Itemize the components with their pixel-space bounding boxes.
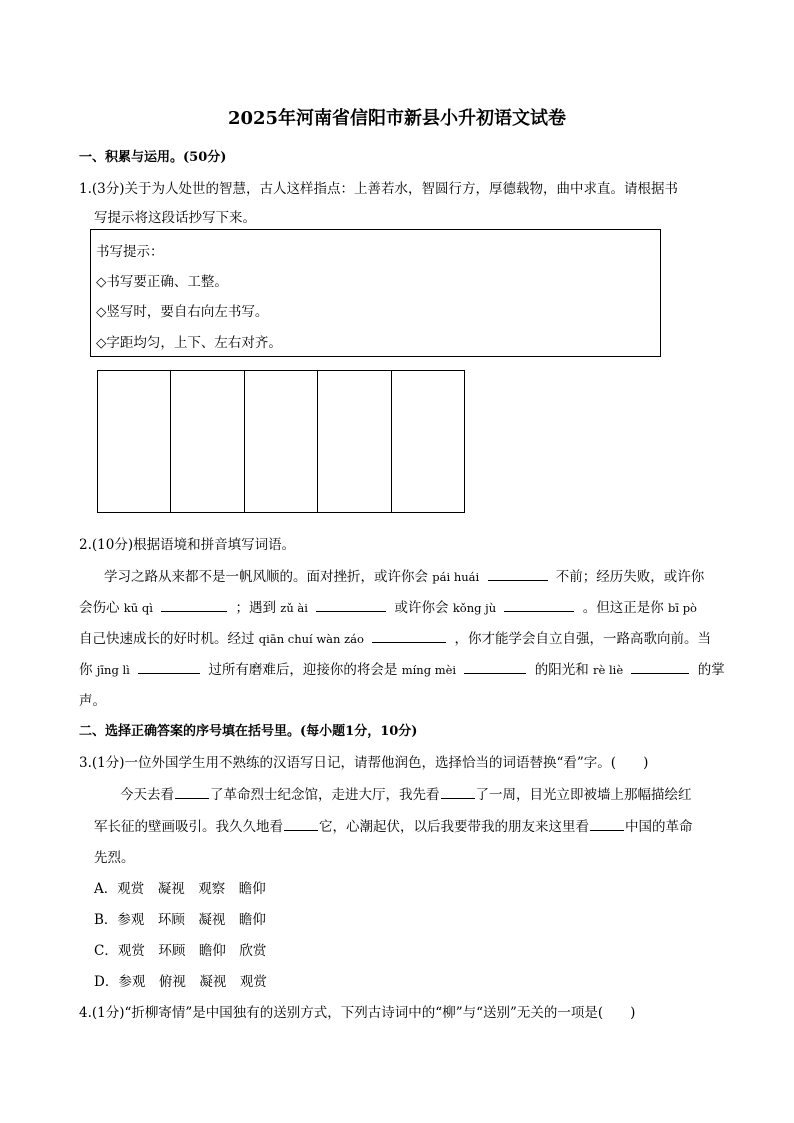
section-1-heading: 一、积累与运用。(50分) (79, 150, 227, 165)
q3-stem: 3.(1分)一位外国学生用不熟练的汉语写日记，请帮他润色，选择恰当的词语替换“看”字。( ) (79, 755, 649, 771)
answer-blank[interactable] (138, 659, 200, 674)
q2-text: 学习之路从来都不是一帆风顺的。面对挫折，或许你会 (104, 569, 428, 585)
q2-text: 或许你会 (394, 600, 449, 616)
pinyin-hint: kǒng jù (452, 601, 497, 615)
answer-blank[interactable] (441, 784, 475, 799)
pinyin-hint: bī pò (668, 601, 697, 615)
q2-paragraph-line-3 (79, 627, 711, 647)
pinyin-hint: jīng lì (96, 663, 130, 677)
q2-paragraph-line-2 (79, 596, 697, 616)
q4-stem: 4.(1分)“折柳寄情”是中国独有的送别方式，下列古诗词中的“柳”与“送别”无关的一项是( ) (79, 1005, 636, 1021)
q3-text: 了一周，目光立即被墙上那幅描绘红 (475, 787, 692, 803)
writing-grid[interactable] (97, 370, 465, 513)
writing-cell[interactable] (171, 371, 244, 512)
q3-text: 它，心潮起伏，以后我要带我的朋友来这里看 (319, 819, 589, 835)
pinyin-hint: kū qì (123, 601, 153, 615)
q2-text: 的掌 (697, 662, 725, 678)
q2-text: 自己快速成长的好时机。经过 (79, 631, 255, 647)
q2-paragraph-line-4 (79, 658, 725, 678)
hint-item: ◇书写要正确、工整。 (96, 274, 228, 290)
hint-item: ◇字距均匀，上下、左右对齐。 (96, 335, 282, 351)
q3-passage-line-2 (94, 815, 693, 835)
answer-blank[interactable] (488, 566, 548, 581)
q3-text: 今天去看 (120, 787, 174, 803)
q3-option-b[interactable]: B．参观 环顾 凝视 瞻仰 (94, 912, 266, 928)
answer-blank[interactable] (316, 597, 386, 612)
q2-text: 过所有磨难后，迎接你的将会是 (208, 662, 398, 678)
hint-item: ◇竖写时，要自右向左书写。 (96, 304, 269, 320)
pinyin-hint: qiān chuí wàn záo (258, 632, 364, 646)
writing-cell[interactable] (392, 371, 464, 512)
answer-blank[interactable] (631, 659, 689, 674)
answer-blank[interactable] (372, 628, 446, 643)
writing-cell[interactable] (245, 371, 318, 512)
q1-line-2: 写提示将这段话抄写下来。 (94, 210, 256, 226)
q2-stem: 2.(10分)根据语境和拼音填写词语。 (79, 537, 296, 553)
q3-text: 了革命烈士纪念馆，走进大厅，我先看 (210, 787, 440, 803)
q3-passage-line-1 (120, 783, 692, 803)
q2-paragraph-line-5: 声。 (79, 693, 106, 709)
answer-blank[interactable] (590, 816, 624, 831)
q3-option-c[interactable]: C．观赏 环顾 瞻仰 欣赏 (94, 943, 267, 959)
answer-blank[interactable] (504, 597, 574, 612)
answer-blank[interactable] (464, 659, 526, 674)
answer-blank[interactable] (284, 816, 318, 831)
pinyin-hint: míng mèi (401, 663, 457, 677)
q2-text: 会伤心 (79, 600, 120, 616)
q2-text: ；遇到 (235, 600, 276, 616)
pinyin-hint: rè liè (593, 663, 624, 677)
writing-cell[interactable] (98, 371, 171, 512)
answer-blank[interactable] (175, 784, 209, 799)
q3-text: 军长征的壁画吸引。我久久地看 (94, 819, 283, 835)
q2-text: 你 (79, 662, 93, 678)
q2-text: 。但这正是你 (582, 600, 664, 616)
writing-hint-box (90, 229, 661, 357)
q2-text: 不前；经历失败，或许你 (555, 569, 705, 585)
answer-blank[interactable] (161, 597, 227, 612)
page-title: 2025年河南省信阳市新县小升初语文试卷 (227, 108, 567, 129)
q3-passage-line-3: 先烈。 (94, 850, 135, 866)
q3-text: 中国的革命 (625, 819, 693, 835)
q3-option-d[interactable]: D．参观 俯视 凝视 观赏 (94, 974, 267, 990)
q3-option-a[interactable]: A．观赏 凝视 观察 瞻仰 (94, 881, 266, 897)
pinyin-hint: pái huái (432, 570, 480, 584)
writing-cell[interactable] (318, 371, 391, 512)
q2-text: ，你才能学会自立自强，一路高歌向前。当 (454, 631, 712, 647)
pinyin-hint: zǔ ài (280, 601, 308, 615)
section-2-heading: 二、选择正确答案的序号填在括号里。(每小题1分，10分) (79, 724, 418, 739)
q2-text: 的阳光和 (534, 662, 589, 678)
q2-paragraph-line-1 (104, 565, 704, 585)
q1-line-1: 1.(3分)关于为人处世的智慧，古人这样指点：上善若水，智圆行方，厚德载物，曲中求直。请根据书 (79, 181, 679, 197)
hint-title: 书写提示： (96, 244, 164, 260)
